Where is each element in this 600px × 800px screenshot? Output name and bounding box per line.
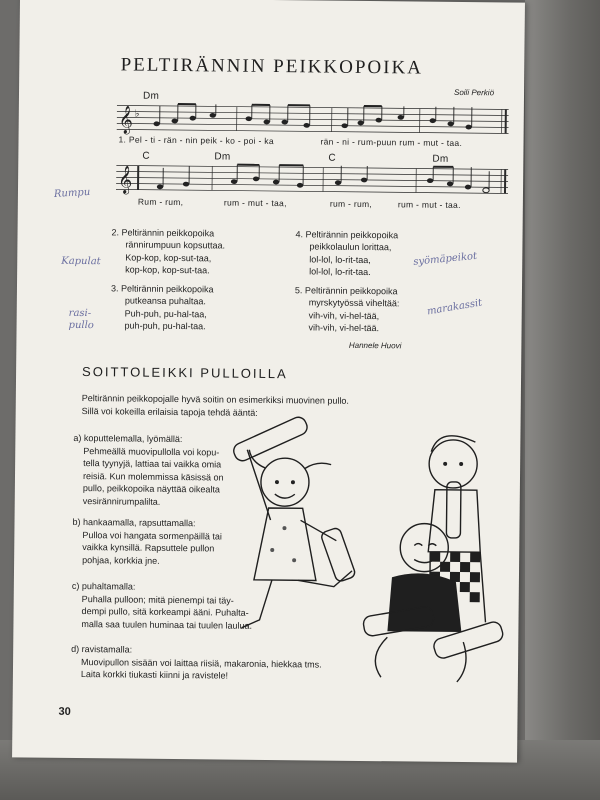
lyrics-row1-a: 1. Pel - ti - rän - nin peik - ko - poi - ka — [118, 134, 274, 147]
chord-label: C — [142, 150, 150, 162]
svg-text:𝄞: 𝄞 — [118, 105, 134, 134]
girl-figure — [229, 414, 358, 629]
lyricist: Hannele Huovi — [348, 340, 402, 351]
background-table-edge — [525, 0, 600, 800]
page-number: 30 — [58, 705, 71, 718]
chord-label: Dm — [214, 151, 231, 163]
chord-label: Dm — [142, 90, 160, 102]
verse-2: 2. Peltirännin peikkopoika rännirumpuun kopsuttaa. Kop-kop, kop-sut-taa, kop-kop, kop-sut-taa. — [111, 227, 226, 276]
handwritten-note: Kapulat — [61, 255, 101, 268]
chord-label: C — [328, 152, 336, 164]
lyrics-row2-b: rum - mut - taa, — [223, 197, 287, 209]
activity-item-d: d) ravistamalla: Muovipullon sisään voi laittaa riisiä, makaronia, hiekkaa tms. Laita korkki tiukasti kiinni ja ravistele! — [71, 643, 322, 681]
intro-text: Peltirännin peikkopojalle hyvä soitin on esimerkiksi muovinen pullo. Sillä voi kokeilla erilaisia tapoja tehdä ääntä: — [81, 393, 349, 418]
lyrics-row1-b: rän - ni - rum-puun rum - mut - taa. — [320, 136, 463, 148]
handwritten-note: syömäpeikot — [412, 250, 478, 268]
lyrics-row2-a: Rum - rum, — [137, 196, 184, 208]
svg-text:𝄞: 𝄞 — [117, 165, 133, 194]
book-page — [12, 0, 525, 763]
lyrics-row2-d: rum - mut - taa. — [397, 199, 461, 210]
verse-5: 5. Peltirännin peikkopoika myrskytyössä viheltää: vih-vih, vi-hel-tää, vih-vih, vi-hel-tää. — [294, 285, 400, 334]
children-with-bottles-illustration — [223, 410, 516, 703]
verse-3: 3. Peltirännin peikkopoika putkeansa puhaltaa. Puh-puh, pu-hal-taa, puh-puh, pu-hal-taa. — [110, 283, 214, 332]
song-title: PELTIRÄNNIN PEIKKOPOIKA — [120, 54, 424, 79]
handwritten-note: Rumpu — [53, 186, 91, 200]
verse-4: 4. Peltirännin peikkopoika peikkolaulun lorittaa, lol-lol, lo-rit-taa, lol-lol, lo-rit-taa. — [295, 229, 399, 278]
composer: Soili Perkiö — [453, 87, 495, 98]
handwritten-note: marakassit — [426, 297, 484, 318]
handwritten-note: rasi-pullo — [68, 307, 94, 332]
activity-item-b: b) hankaamalla, rapsuttamalla: Pulloa voi hangata sormenpäillä tai vaikka kynsillä. Rapsuttele pullon pohjaa, korkkia jne. — [72, 516, 223, 566]
activity-item-c: c) puhaltamalla: Puhalla pulloon; mitä pienempi tai täy- dempi pullo, sitä korkeampi ääni. Puhalta- malla saa tuulen huminaa tai tuulen laulua. — [71, 580, 253, 631]
lyrics-row2-c: rum - rum, — [329, 198, 373, 210]
chord-label: Dm — [432, 153, 449, 165]
svg-text:♭: ♭ — [134, 108, 140, 120]
section-title: SOITTOLEIKKI PULLOILLA — [82, 364, 288, 382]
activity-item-a: a) koputtelemalla, lyömällä: Pehmeällä muovipullolla voi kopu- tella tyynyjä, lattiaa tai vaikka omia reisiä. Kun molemmissa käsissä on pullo, peikkopoika näyttää oikealta vesirännirumpalilta. — [73, 432, 224, 507]
